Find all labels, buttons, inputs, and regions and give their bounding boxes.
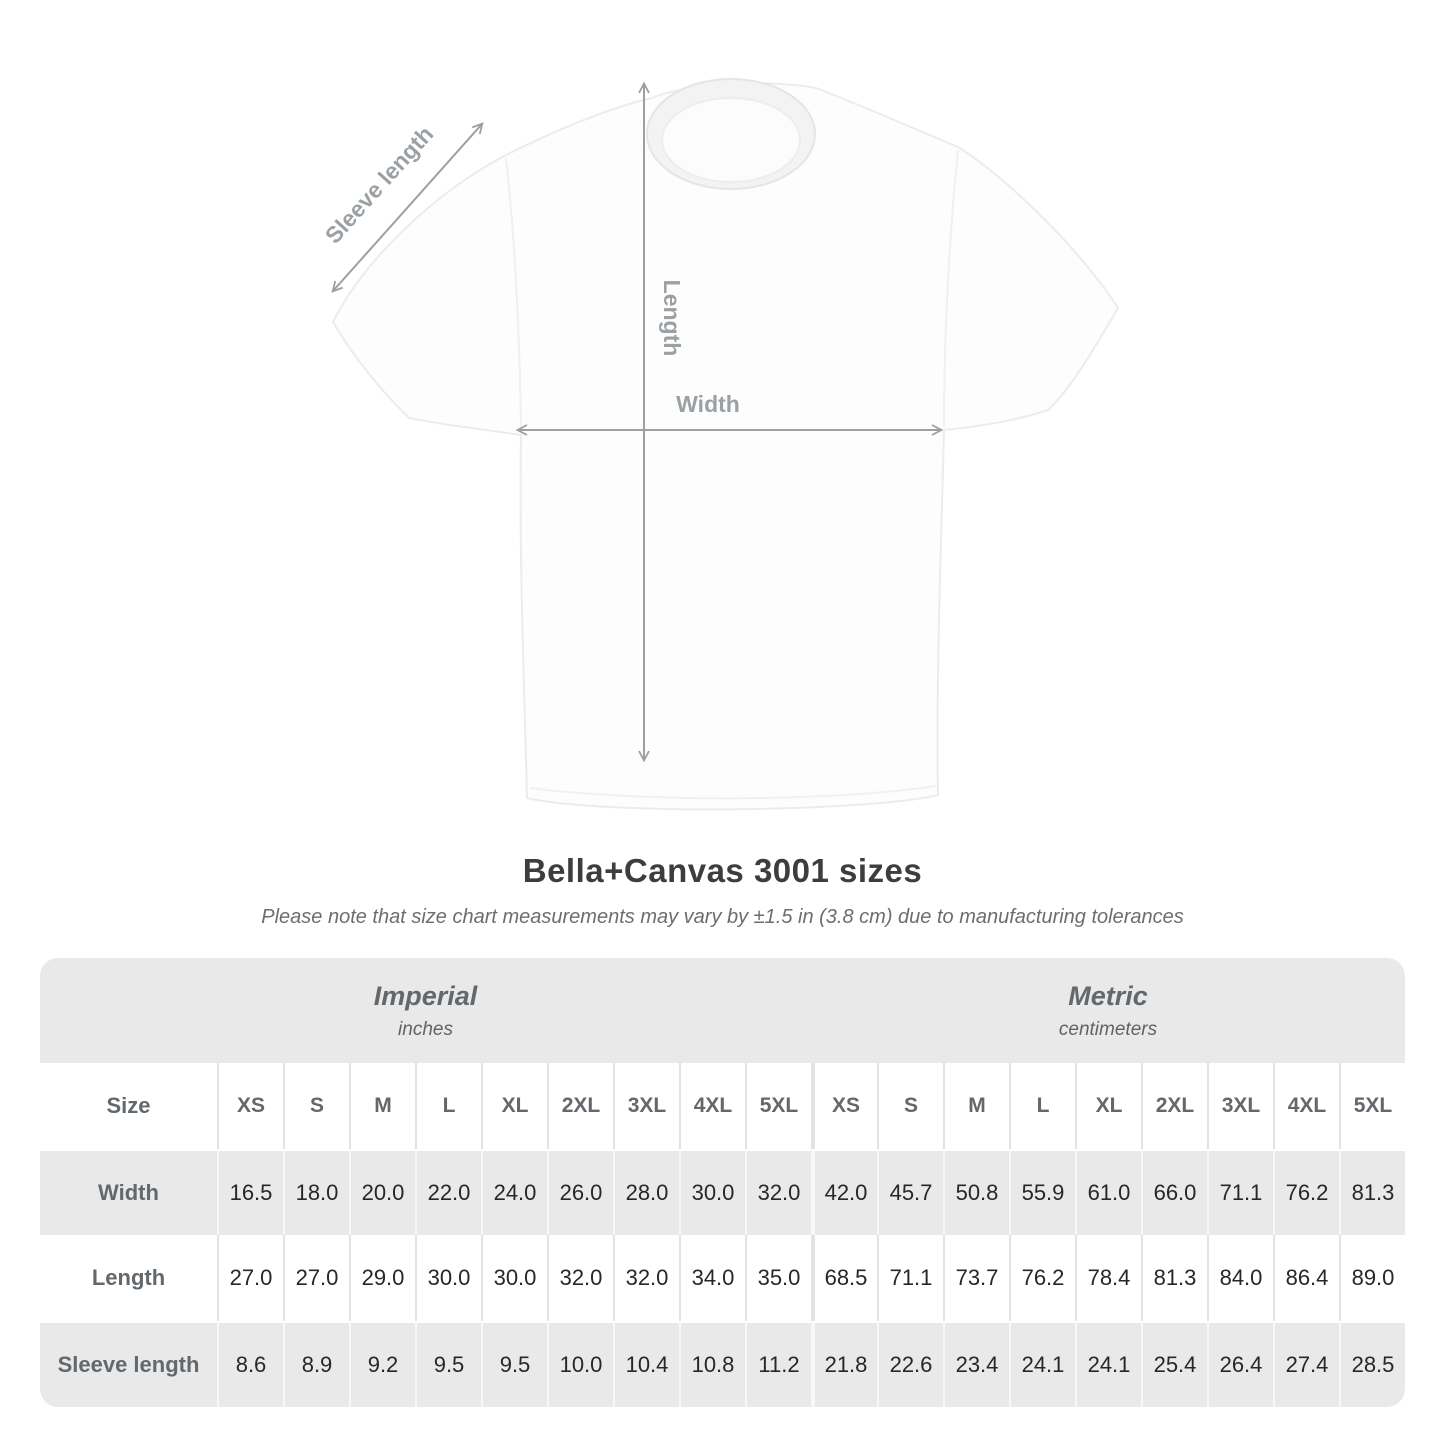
value-cell: 89.0 [1339,1235,1405,1321]
value-cell: 8.6 [217,1321,283,1407]
tolerance-note: Please note that size chart measurements may vary by ±1.5 in (3.8 cm) due to manufacturing tolerances [261,906,1184,928]
width-label: Width [676,391,740,417]
value-cell: 11.2 [745,1321,811,1407]
unit-header-band [40,958,1405,1063]
value-cell: 76.2 [1009,1235,1075,1321]
value-cell: 84.0 [1207,1235,1273,1321]
value-cell: 30.0 [679,1149,745,1235]
size-header-metric-l: L [1009,1063,1075,1149]
value-cell: 55.9 [1009,1149,1075,1235]
value-cell: 61.0 [1075,1149,1141,1235]
value-cell: 35.0 [745,1235,811,1321]
size-header-metric-s: S [877,1063,943,1149]
value-cell: 71.1 [877,1235,943,1321]
value-cell: 29.0 [349,1235,415,1321]
size-column-header: Size [40,1063,217,1149]
value-cell: 9.5 [415,1321,481,1407]
page-title: Bella+Canvas 3001 sizes [522,852,923,889]
tshirt-body [333,83,1118,809]
value-cell: 9.5 [481,1321,547,1407]
size-grid [40,1063,1405,1407]
row-label: Length [40,1235,217,1321]
value-cell: 81.3 [1141,1235,1207,1321]
value-cell: 10.4 [613,1321,679,1407]
imperial-unit: inches [398,1018,453,1040]
value-cell: 24.1 [1075,1321,1141,1407]
value-cell: 18.0 [283,1149,349,1235]
value-cell: 26.0 [547,1149,613,1235]
value-cell: 27.4 [1273,1321,1339,1407]
value-cell: 24.0 [481,1149,547,1235]
length-label: Length [659,279,685,357]
size-header-metric-4xl: 4XL [1273,1063,1339,1149]
value-cell: 71.1 [1207,1149,1273,1235]
row-label: Sleeve length [40,1321,217,1407]
value-cell: 10.8 [679,1321,745,1407]
size-header-metric-3xl: 3XL [1207,1063,1273,1149]
value-cell: 34.0 [679,1235,745,1321]
size-header-imperial-xl: XL [481,1063,547,1149]
size-header-imperial-4xl: 4XL [679,1063,745,1149]
size-header-metric-xl: XL [1075,1063,1141,1149]
value-cell: 9.2 [349,1321,415,1407]
value-cell: 86.4 [1273,1235,1339,1321]
value-cell: 24.1 [1009,1321,1075,1407]
metric-title: Metric [1068,980,1148,1011]
size-header-metric-2xl: 2XL [1141,1063,1207,1149]
size-chart [40,958,1405,1407]
value-cell: 23.4 [943,1321,1009,1407]
collar-inner [662,98,800,182]
value-cell: 76.2 [1273,1149,1339,1235]
value-cell: 32.0 [613,1235,679,1321]
size-header-imperial-s: S [283,1063,349,1149]
size-header-metric-m: M [943,1063,1009,1149]
value-cell: 30.0 [415,1235,481,1321]
value-cell: 30.0 [481,1235,547,1321]
value-cell: 45.7 [877,1149,943,1235]
metric-unit: centimeters [1058,1018,1158,1040]
imperial-header [40,958,811,1063]
value-cell: 8.9 [283,1321,349,1407]
row-label: Width [40,1149,217,1235]
size-header-imperial-m: M [349,1063,415,1149]
value-cell: 78.4 [1075,1235,1141,1321]
size-header-imperial-3xl: 3XL [613,1063,679,1149]
value-cell: 28.0 [613,1149,679,1235]
value-cell: 27.0 [283,1235,349,1321]
value-cell: 32.0 [547,1235,613,1321]
imperial-title: Imperial [373,980,478,1011]
metric-header [811,958,1405,1063]
value-cell: 21.8 [811,1321,877,1407]
value-cell: 22.0 [415,1149,481,1235]
size-header-imperial-5xl: 5XL [745,1063,811,1149]
value-cell: 10.0 [547,1321,613,1407]
value-cell: 73.7 [943,1235,1009,1321]
value-cell: 20.0 [349,1149,415,1235]
value-cell: 68.5 [811,1235,877,1321]
value-cell: 27.0 [217,1235,283,1321]
value-cell: 50.8 [943,1149,1009,1235]
sleeve-length-label: Sleeve length [319,120,439,249]
value-cell: 66.0 [1141,1149,1207,1235]
value-cell: 28.5 [1339,1321,1405,1407]
size-header-imperial-l: L [415,1063,481,1149]
value-cell: 25.4 [1141,1321,1207,1407]
value-cell: 42.0 [811,1149,877,1235]
size-header-metric-xs: XS [811,1063,877,1149]
size-header-metric-5xl: 5XL [1339,1063,1405,1149]
value-cell: 26.4 [1207,1321,1273,1407]
value-cell: 22.6 [877,1321,943,1407]
value-cell: 81.3 [1339,1149,1405,1235]
value-cell: 16.5 [217,1149,283,1235]
size-header-imperial-2xl: 2XL [547,1063,613,1149]
size-header-imperial-xs: XS [217,1063,283,1149]
value-cell: 32.0 [745,1149,811,1235]
